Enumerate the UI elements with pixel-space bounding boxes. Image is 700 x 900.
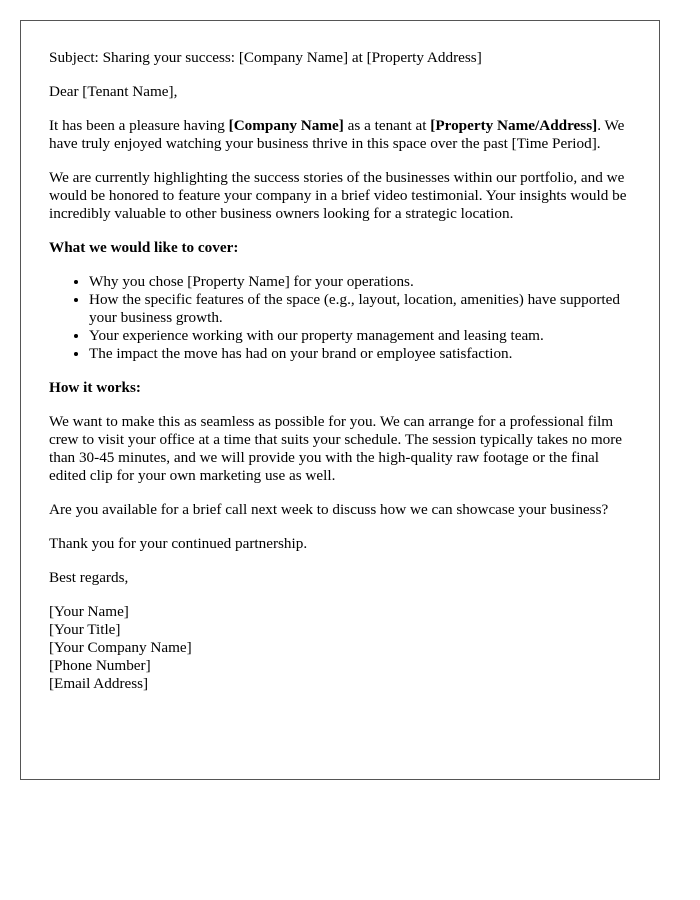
signature-name: [Your Name] — [49, 603, 129, 620]
intro-text-1: It has been a pleasure having — [49, 117, 229, 134]
call-paragraph: Are you available for a brief call next week to discuss how we can showcase your business? — [49, 501, 609, 518]
letter-salutation: Dear [Tenant Name], — [49, 83, 178, 100]
how-heading: How it works: — [49, 379, 141, 396]
intro-property-name: [Property Name/Address] — [430, 117, 598, 134]
signature-block — [49, 603, 639, 693]
signature-email: [Email Address] — [49, 675, 149, 692]
list-item: • Your experience working with our property management and leasing team. — [89, 327, 639, 345]
how-paragraph: We want to make this as seamless as possible for you. We can arrange for a professional film crew to visit your office at a time that suits your schedule. The session typically takes no more than 30-45 minutes, and we will provide you with the high-quality raw footage or the final edited clip for your own marketing use as well. — [49, 413, 623, 484]
intro-text-2: as a tenant at — [343, 117, 431, 134]
closing: Best regards, — [49, 569, 129, 586]
list-item: • Why you chose [Property Name] for your operations. — [89, 273, 639, 291]
cover-heading: What we would like to cover: — [49, 239, 239, 256]
portfolio-paragraph: We are currently highlighting the success stories of the businesses within our portfolio, and we would be honored to feature your company in a brief video testimonial. Your insights would be incredibly valuable to other business owners looking for a strategic location. — [49, 169, 627, 222]
intro-text-3: . We have truly enjoyed watching your business thrive in this space over the past [Time Period]. — [49, 117, 625, 152]
list-item: • How the specific features of the space (e.g., layout, location, amenities) have supported your business growth. — [89, 291, 639, 327]
signature-phone: [Phone Number] — [49, 657, 151, 674]
cover-list — [49, 273, 639, 363]
intro-company-name: [Company Name] — [228, 117, 344, 134]
letter-document — [20, 20, 660, 780]
signature-title: [Your Title] — [49, 621, 121, 638]
list-item: • The impact the move has had on your brand or employee satisfaction. — [89, 345, 639, 363]
letter-subject: Subject: Sharing your success: [Company Name] at [Property Address] — [49, 49, 482, 66]
signature-company: [Your Company Name] — [49, 639, 192, 656]
thanks-paragraph: Thank you for your continued partnership. — [49, 535, 308, 552]
intro-paragraph — [49, 117, 639, 153]
